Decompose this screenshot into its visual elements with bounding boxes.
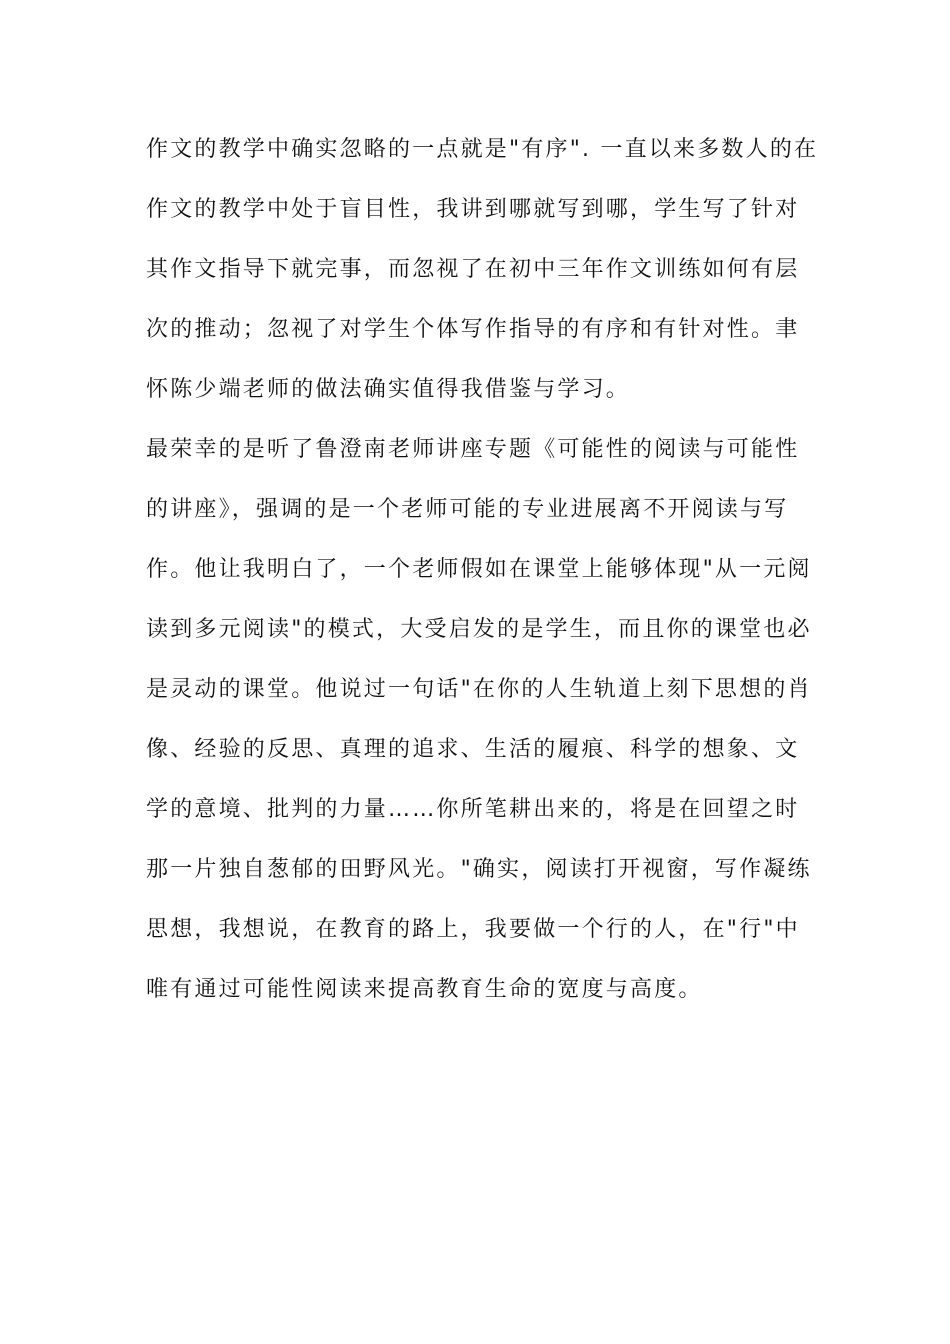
paragraph-2 [146,428,811,1028]
text-line: 次的推动；忽视了对学生个体写作指导的有序和有针对性。聿 [146,317,800,342]
text-line: 像、经验的反思、真理的追求、生活的履痕、科学的想象、文 [146,737,800,762]
text-line: 是灵动的课堂。他说过一句话"在你的人生轨道上刻下思想的肖 [146,677,812,702]
text-line: 其作文指导下就完事，而忽视了在初中三年作文训练如何有层 [146,257,800,282]
text-line: 怀陈少端老师的做法确实值得我借鉴与学习。 [146,377,631,402]
document-body [146,128,819,1028]
text-line: 作文的教学中确实忽略的一点就是"有序". 一直以来多数人的在 [146,137,819,162]
text-line: 思想，我想说，在教育的路上，我要做一个行的人，在"行"中 [146,917,800,942]
text-line: 作文的教学中处于盲目性，我讲到哪就写到哪，学生写了针对 [146,197,800,222]
text-line: 学的意境、批判的力量……你所笔耕出来的，将是在回望之时 [146,797,800,822]
text-line: 唯有通过可能性阅读来提高教育生命的宽度与高度。 [146,977,703,1002]
text-line: 那一片独自葱郁的田野风光。"确实，阅读打开视窗，写作凝练 [146,857,812,882]
paragraph-1 [146,128,819,428]
text-line: 作。他让我明白了，一个老师假如在课堂上能够体现"从一元阅 [146,557,812,582]
text-line: 最荣幸的是听了鲁澄南老师讲座专题《可能性的阅读与可能性 [146,437,800,462]
text-line: 的讲座》，强调的是一个老师可能的专业进展离不开阅读与写 [146,497,789,522]
text-line: 读到多元阅读"的模式，大受启发的是学生，而且你的课堂也必 [146,617,812,642]
